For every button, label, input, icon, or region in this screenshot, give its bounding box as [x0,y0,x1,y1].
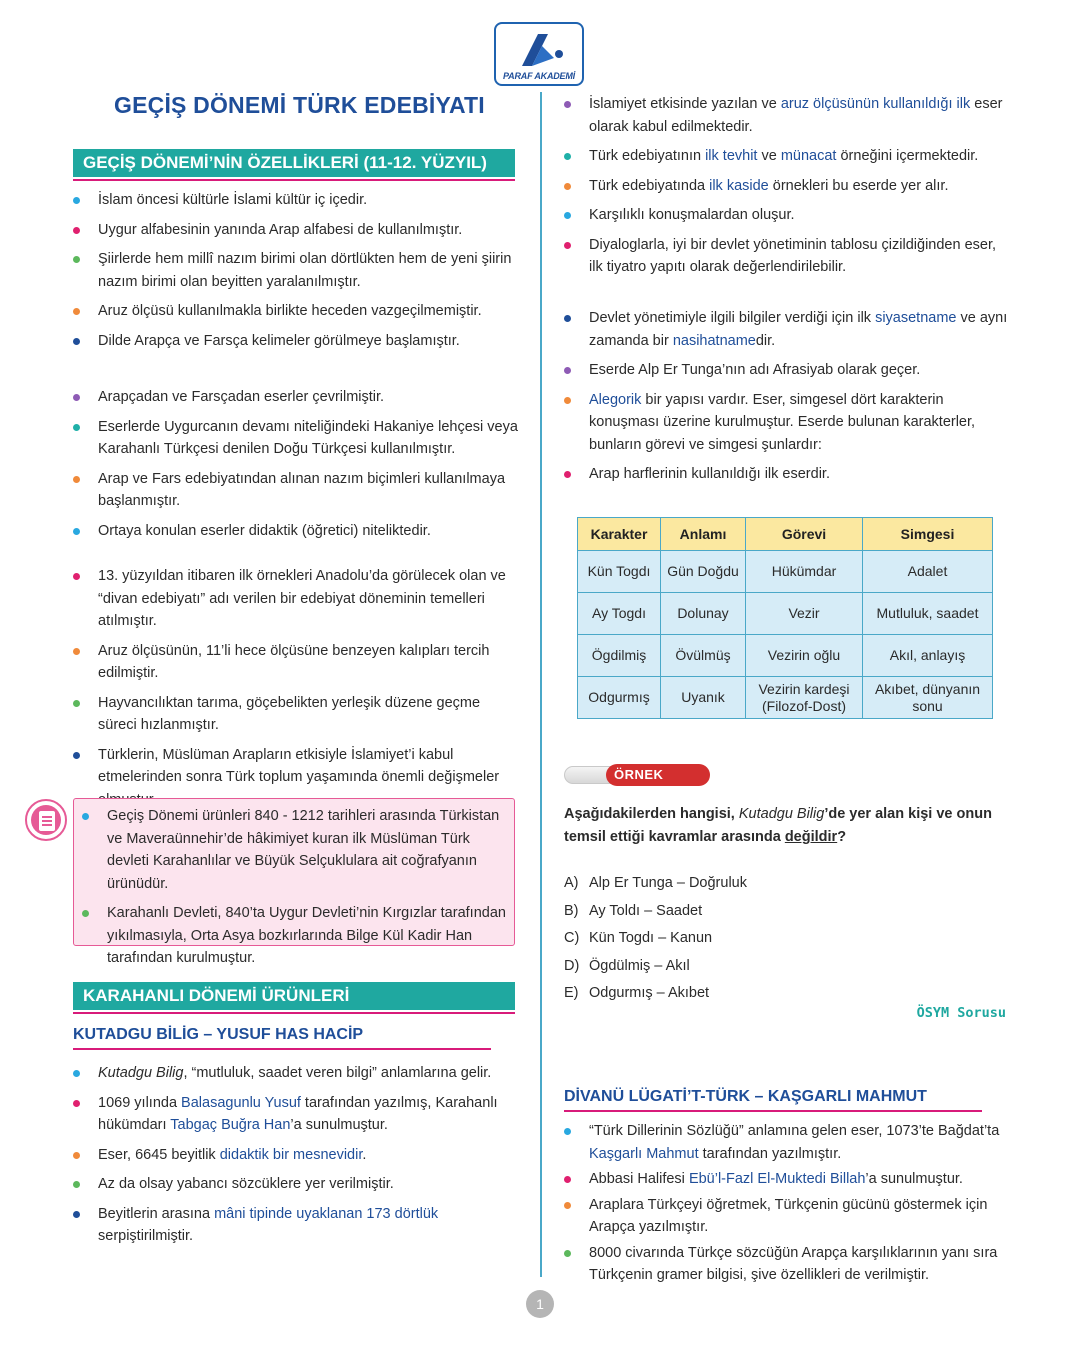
example-question: Aşağıdakilerden hangisi, Kutadgu Bilig’de yer alan kişi ve onun temsil ettiği kavramlar arasında değildir? [564,806,992,845]
paraf-logo-icon [518,30,564,70]
bullet-dot-icon [564,1250,571,1257]
bullet-dot-icon [564,153,571,160]
bullet-dot-icon [73,338,80,345]
list-item: Az da olsay yabancı sözcüklere yer verilmiştir. [73,1173,518,1196]
bullet-dot-icon [564,1202,571,1209]
note-list [82,805,508,977]
table-row [578,593,993,635]
table-cell: Vezir [746,593,863,635]
table-row [578,677,993,719]
list-item: Türk edebiyatında ilk kaside örnekleri bu eserde yer alır. [564,175,1010,198]
paraf-logo [494,22,584,86]
bullet-dot-icon [73,424,80,431]
table-header-row [578,518,993,551]
kutadgu-list [73,1062,518,1255]
section-heading-gecis: GEÇİŞ DÖNEMİ’NİN ÖZELLİKLERİ (11-12. YÜZYIL) [73,149,515,177]
osym-source-label: ÖSYM Sorusu [916,1005,1006,1021]
list-item: 8000 civarında Türkçe sözcüğün Arapça karşılıklarının yanı sıra Türkçenin gramer bilgisi, şive özellikleri de verilmiştir. [564,1242,1010,1287]
bullet-dot-icon [564,242,571,249]
list-item: Ortaya konulan eserler didaktik (öğretici) niteliktedir. [73,520,518,543]
table-cell: Uyanık [661,677,746,719]
list-item: Beyitlerin arasına mâni tipinde uyaklanan 173 dörtlük serpiştirilmiştir. [73,1203,518,1248]
bullet-dot-icon [82,813,89,820]
list-item: Arap ve Fars edebiyatından alınan nazım biçimleri kullanılmaya başlanmıştır. [73,468,518,513]
answer-option-d: D) Ögdülmiş – Akıl [564,957,690,974]
column-divider [540,92,542,1277]
table-header: Anlamı [661,518,746,551]
table-cell: Hükümdar [746,551,863,593]
list-item: 13. yüzyıldan itibaren ilk örnekleri Anadolu’da görülecek olan ve “divan edebiyatı” adı verilen bir edebiyat döneminin temelleri atılmıştır. [73,565,518,633]
answer-option-e: E) Odgurmış – Akıbet [564,985,710,1001]
bullet-dot-icon [564,471,571,478]
info-note-box [73,798,515,966]
bullet-dot-icon [73,227,80,234]
bullet-dot-icon [564,315,571,322]
list-item: Alegorik bir yapısı vardır. Eser, simgesel dört karakterin konuşması üzerine kurulmuştur. Eserde bulunan karakterler, bunların görevi ve simgesi şunlardır: [564,389,1010,457]
answer-option-b: B) Ay Toldı – Saadet [564,902,703,919]
bullet-dot-icon [73,528,80,535]
list-item: “Türk Dillerinin Sözlüğü” anlamına gelen eser, 1073’te Bağdat’ta Kaşgarlı Mahmut tarafından yazılmıştır. [564,1120,1010,1165]
bullet-dot-icon [73,1152,80,1159]
bullet-dot-icon [564,1128,571,1135]
bullet-dot-icon [73,1211,80,1218]
list-item: Şiirlerde hem millî nazım birimi olan dörtlükten hem de yeni şiirin nazım birimi olan beyitten yaralanılmıştır. [73,248,518,293]
list-item: Karşılıklı konuşmalardan oluşur. [564,204,1010,227]
list-item: Eser, 6645 beyitlik didaktik bir mesnevidir. [73,1144,518,1167]
list-item: Diyaloglarla, iyi bir devlet yönetiminin tablosu çizildiğinden eser, ilk tiyatro yapıtı olarak değerlendirilebilir. [564,234,1010,279]
bullet-dot-icon [73,476,80,483]
bullet-dot-icon [73,256,80,263]
table-row [578,635,993,677]
table-cell: Kün Togdı [578,551,661,593]
list-item: 1069 yılında Balasagunlu Yusuf tarafından yazılmış, Karahanlı hükümdarı Tabgaç Buğra Han’a sunulmuştur. [73,1092,518,1137]
list-item: Arapçadan ve Farsçadan eserler çevrilmiştir. [73,386,518,409]
table-cell: Gün Doğdu [661,551,746,593]
gecis-features-list-b [73,386,518,549]
gecis-features-list-a [73,189,518,359]
list-item: İslam öncesi kültürle İslami kültür iç içedir. [73,189,518,212]
gecis-features-list-c [73,565,518,818]
page-number: 1 [526,1290,554,1318]
logo-text: PARAF AKADEMİ [503,71,575,81]
list-item: Aruz ölçüsü kullanılmakla birlikte heceden vazgeçilmemiştir. [73,300,518,323]
ornek-label: ÖRNEK [606,764,710,786]
bullet-dot-icon [73,752,80,759]
kutadgu-features-list-b [564,307,1010,493]
list-item: Hayvancılıktan tarıma, göçebelikten yerleşik düzene geçme süreci hızlanmıştır. [73,692,518,737]
characters-table [577,517,993,719]
section-heading-karahanli: KARAHANLI DÖNEMİ ÜRÜNLERİ [73,982,515,1010]
table-row [578,551,993,593]
table-header: Karakter [578,518,661,551]
page-title: GEÇİŞ DÖNEMİ TÜRK EDEBİYATI [114,92,485,118]
subheading-divanu: DİVANÜ LÜGATİ’T-TÜRK – KAŞGARLI MAHMUT [564,1088,927,1106]
table-cell: Vezirin oğlu [746,635,863,677]
bullet-dot-icon [564,397,571,404]
bullet-dot-icon [73,1100,80,1107]
list-item: İslamiyet etkisinde yazılan ve aruz ölçüsünün kullanıldığı ilk eser olarak kabul edilmektedir. [564,93,1010,138]
table-header: Görevi [746,518,863,551]
table-cell: Dolunay [661,593,746,635]
bullet-dot-icon [564,1176,571,1183]
bullet-dot-icon [564,367,571,374]
divanu-list [564,1120,1010,1290]
list-item: Eserlerde Uygurcanın devamı niteliğindeki Hakaniye lehçesi veya Karahanlı Türkçesi denilen Doğu Türkçesi kullanılmıştır. [73,416,518,461]
list-item: Eserde Alp Er Tunga’nın adı Afrasiyab olarak geçer. [564,359,1010,382]
table-cell: Ay Togdı [578,593,661,635]
bullet-dot-icon [73,700,80,707]
table-cell: Odgurmış [578,677,661,719]
bullet-dot-icon [73,573,80,580]
table-header: Simgesi [863,518,993,551]
table-cell: Adalet [863,551,993,593]
list-item: Devlet yönetimiyle ilgili bilgiler verdiği için ilk siyasetname ve aynı zamanda bir nasihatnamedir. [564,307,1010,352]
table-cell: Mutluluk, saadet [863,593,993,635]
list-item: Dilde Arapça ve Farsça kelimeler görülmeye başlamıştır. [73,330,518,353]
list-item: Araplara Türkçeyi öğretmek, Türkçenin gücünü göstermek için Arapça yazılmıştır. [564,1194,1010,1239]
kutadgu-features-list-a [564,93,1010,286]
list-item: Türklerin, Müslüman Arapların etkisiyle İslamiyet’i kabul etmelerinden sonra Türk toplum yaşamında önemli değişmeler [73,744,518,812]
answer-option-a: A) Alp Er Tunga – Doğruluk [564,875,747,891]
list-item: Kutadgu Bilig, “mutluluk, saadet veren bilgi” anlamlarına gelir. [73,1062,518,1085]
bullet-dot-icon [73,648,80,655]
bullet-dot-icon [73,1070,80,1077]
list-item: Abbasi Halifesi Ebü’l-Fazl El-Muktedi Billah’a sunulmuştur. [564,1168,1010,1191]
table-cell: Övülmüş [661,635,746,677]
list-item: Geçiş Dönemi ürünleri 840 - 1212 tarihleri arasında Türkistan ve Maveraünnehir’de hâkimiyet kuran ilk Müslüman Türk devleti Karahanlılar ve Büyük Selçuklulara ait coğrafyanın ürünüdür. [82,805,508,895]
subheading-kutadgu: KUTADGU BİLİG – YUSUF HAS HACİP [73,1026,363,1044]
list-item: Uygur alfabesinin yanında Arap alfabesi de kullanılmıştır. [73,219,518,242]
bullet-dot-icon [564,212,571,219]
bullet-dot-icon [73,394,80,401]
ornek-badge [564,764,710,786]
table-cell: Akıbet, dünyanın sonu [863,677,993,719]
bullet-dot-icon [82,910,89,917]
answer-option-c: C) Kün Togdı – Kanun [564,930,713,946]
list-item: Aruz ölçüsünün, 11’li hece ölçüsüne benzeyen kalıpları tercih edilmiştir. [73,640,518,685]
bullet-dot-icon [73,197,80,204]
answer-options [564,870,864,1008]
table-cell: Ögdilmiş [578,635,661,677]
bullet-dot-icon [73,1181,80,1188]
bullet-dot-icon [564,183,571,190]
list-item: Türk edebiyatının ilk tevhit ve münacat örneğini içermektedir. [564,145,1010,168]
bullet-dot-icon [73,308,80,315]
note-icon [25,799,67,841]
table-cell: Vezirin kardeşi (Filozof-Dost) [746,677,863,719]
bullet-dot-icon [564,101,571,108]
list-item: Arap harflerinin kullanıldığı ilk eserdir. [564,463,1010,486]
table-cell: Akıl, anlayış [863,635,993,677]
list-item: Karahanlı Devleti, 840’ta Uygur Devleti’nin Kırgızlar tarafından yıkılmasıyla, Orta Asya bozkırlarında Bilge Kül Kadir Han tarafından kurulmuştur. [82,902,508,970]
